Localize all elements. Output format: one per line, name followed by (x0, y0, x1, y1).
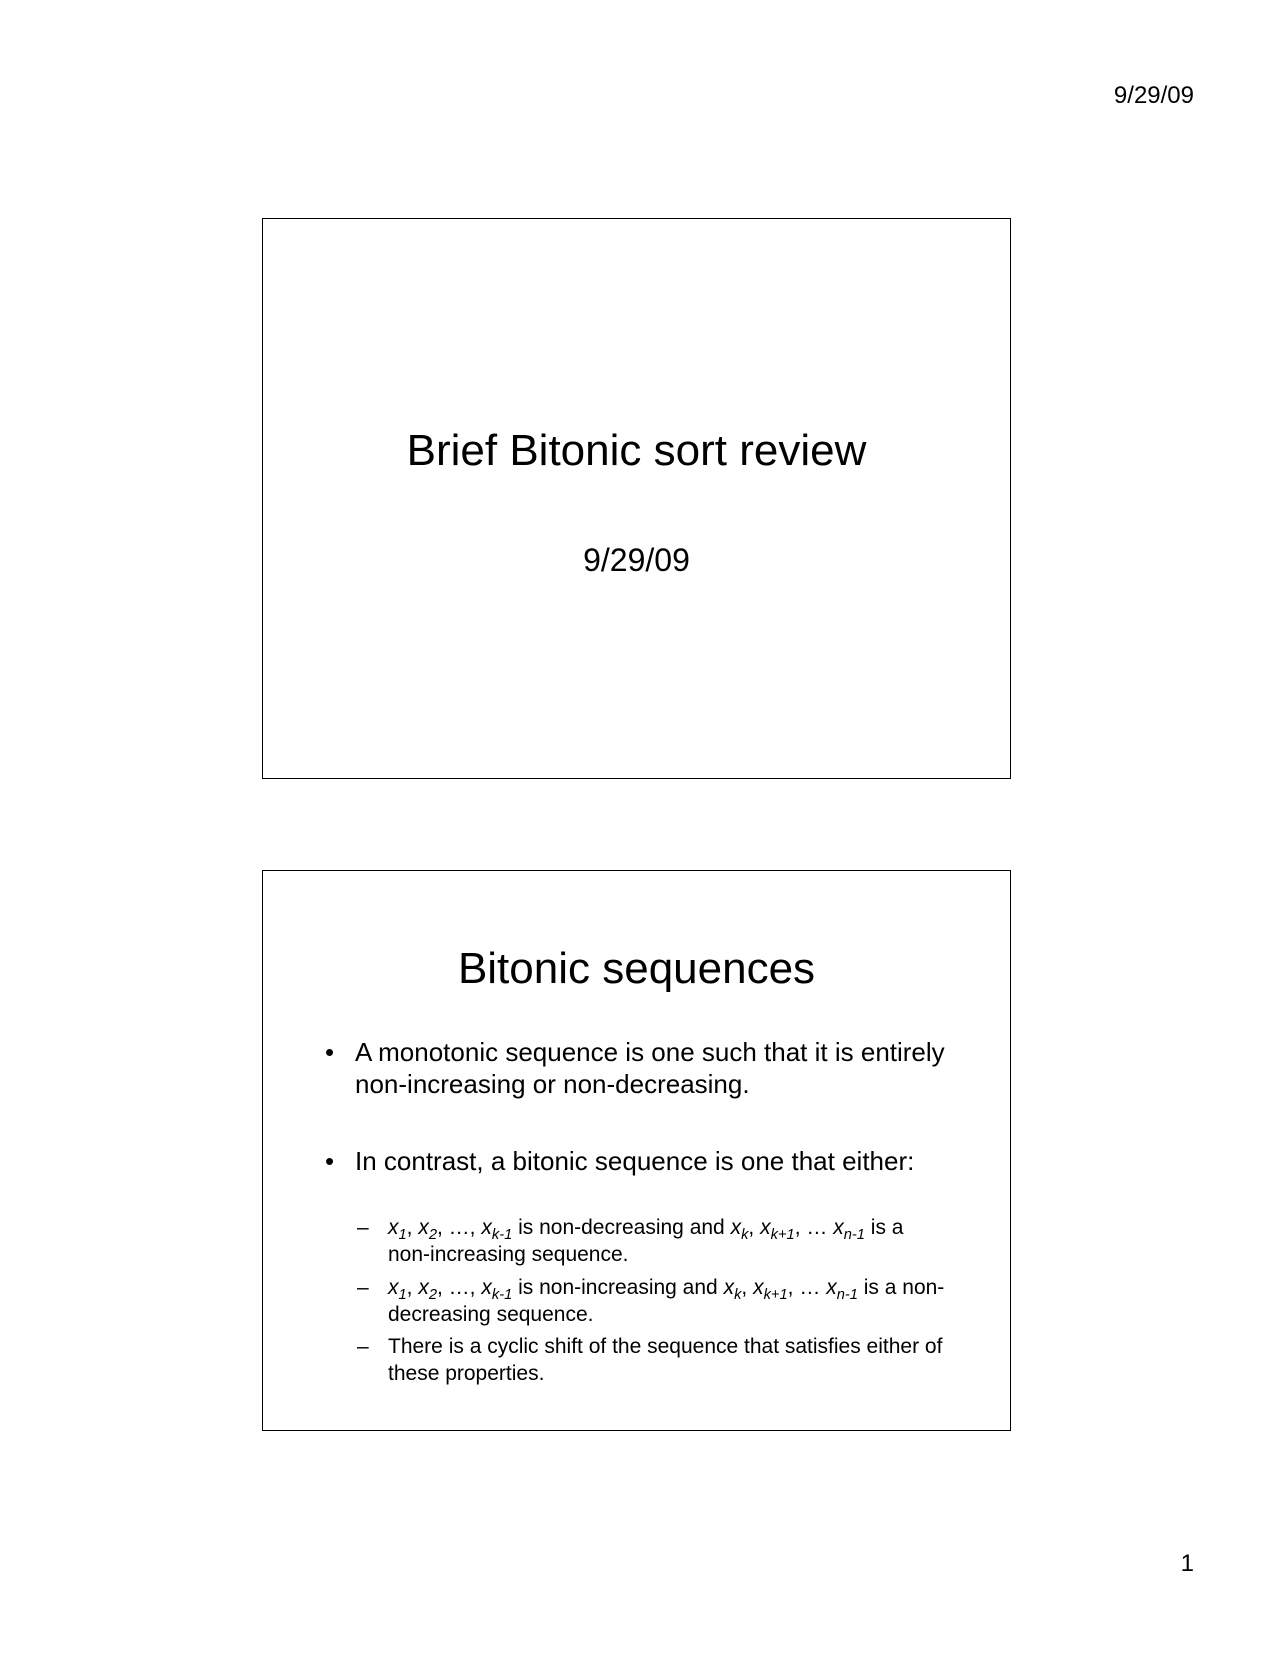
math-variable: $x_{n-1}$ (826, 1276, 858, 1304)
math-variable: $x_{k+1}$ (753, 1276, 788, 1304)
math-variable: $x_1$ (388, 1216, 407, 1244)
math-variable: $x_1$ (388, 1276, 407, 1304)
math-variable: $x_2$ (418, 1276, 438, 1304)
sub-bullet-3: – There is a cyclic shift of the sequence that satisfies either of these properties. (357, 1333, 950, 1387)
page-number: 1 (1180, 1550, 1194, 1577)
slide-2 (262, 870, 1011, 1431)
bullet-monotonic: • A monotonic sequence is one such that it is entirely non-increasing or non-decreasing. (325, 1036, 950, 1100)
slide-1-date: 9/29/09 (583, 542, 690, 578)
math-variable: $x_k$ (730, 1216, 749, 1244)
sub-bullet-2: – $x_1$, $x_2$, …, $x_{k-1}$ is non-increasing and $x_k$, $x_{k+1}$, … $x_{n-1}$ is a non-decreasing sequence. (357, 1274, 950, 1328)
math-variable: $x_{n-1}$ (833, 1216, 865, 1244)
math-variable: $x_2$ (418, 1216, 438, 1244)
math-variable: $x_{k-1}$ (481, 1216, 513, 1244)
slide-1-title: Brief Bitonic sort review (406, 426, 867, 475)
math-variable: $x_{k+1}$ (760, 1216, 795, 1244)
header-date: 9/29/09 (1113, 82, 1194, 109)
slide-1 (262, 218, 1011, 779)
sub-bullet-1: – $x_1$, $x_2$, …, $x_{k-1}$ is non-decreasing and $x_k$, $x_{k+1}$, … $x_{n-1}$ is a non-increasing sequence. (357, 1214, 950, 1268)
math-variable: $x_k$ (723, 1276, 742, 1304)
math-variable: $x_{k-1}$ (481, 1276, 513, 1304)
bullet-bitonic: • In contrast, a bitonic sequence is one that either: (325, 1145, 950, 1177)
slide-2-title: Bitonic sequences (457, 944, 816, 993)
